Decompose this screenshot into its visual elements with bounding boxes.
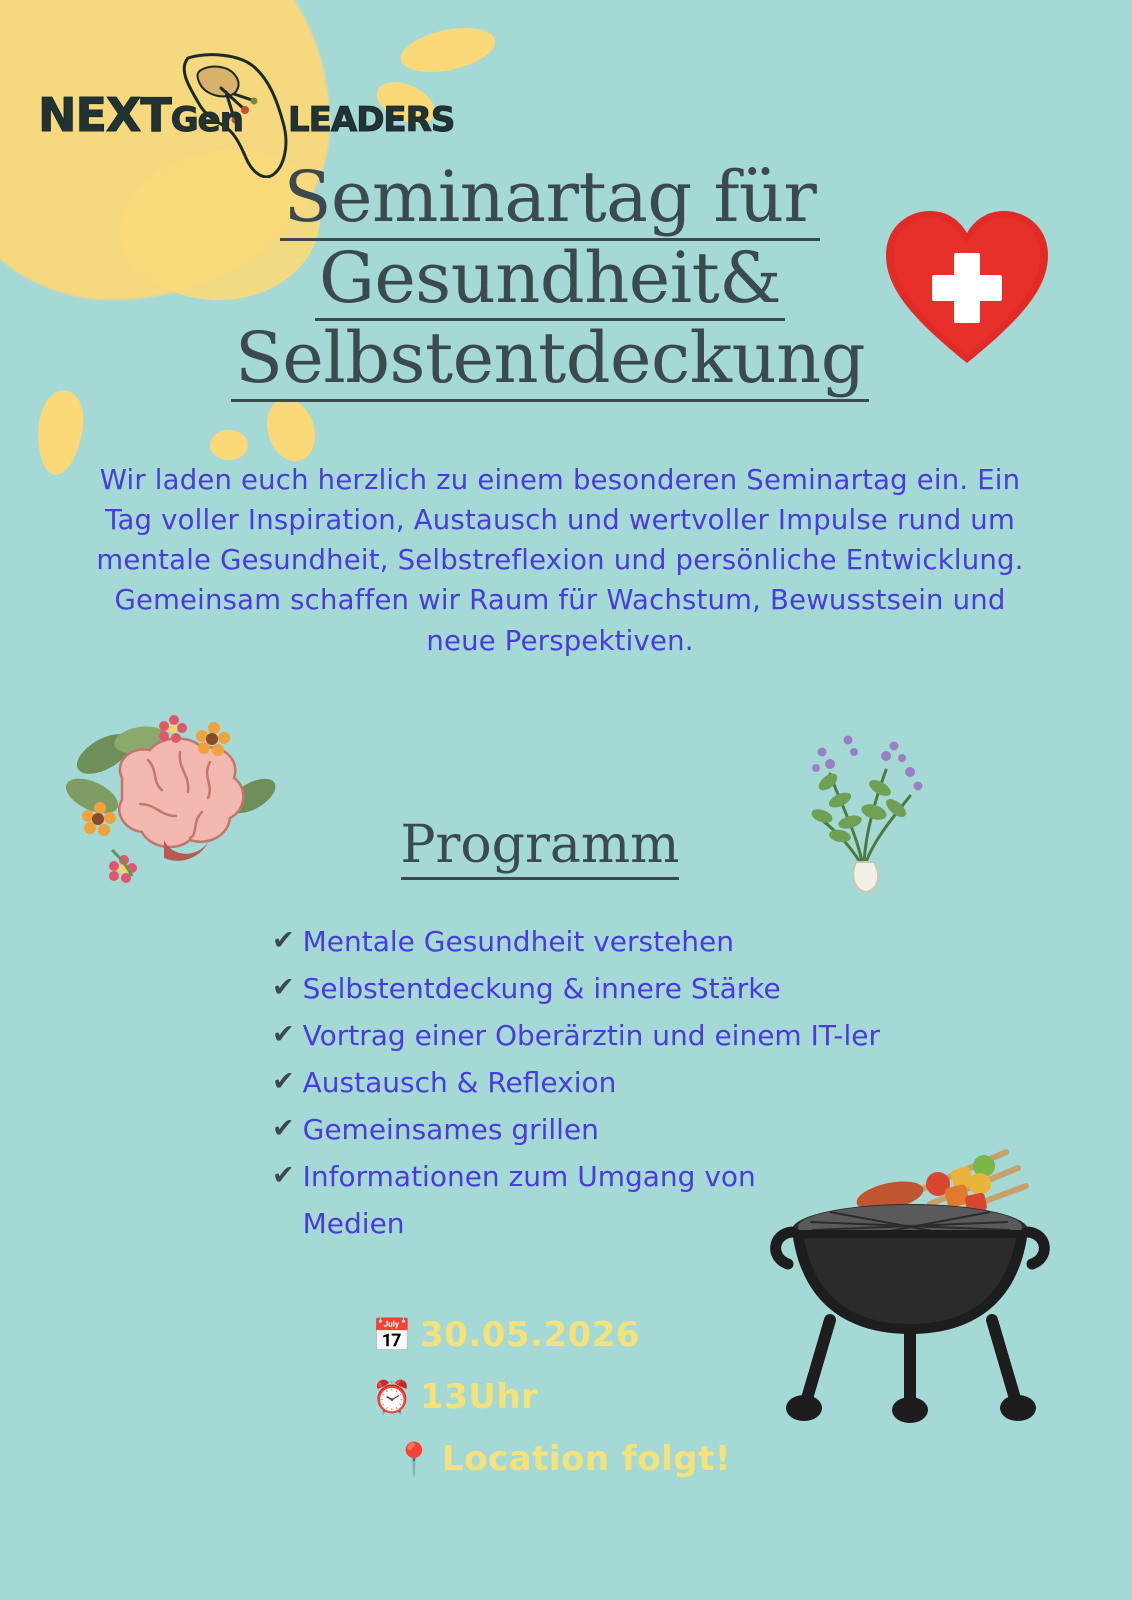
list-item-label: Austausch & Reflexion — [302, 1066, 617, 1100]
intro-paragraph: Wir laden euch herzlich zu einem besonderen Seminartag ein. Ein Tag voller Inspiration, Austausch und wertvoller Impulse rund um mentale Gesundheit, Selbstreflexion und persönliche Entwicklung. Gemeinsam schaffen wir Raum für Wachstum, Bewusstsein und neue Perspektiven. — [96, 464, 1024, 657]
list-item-label: Informationen zum Umgang von Medien — [302, 1160, 756, 1241]
detail-date-value: 30.05.2026 — [420, 1315, 641, 1355]
section-title-programm — [330, 815, 750, 875]
calendar-icon: 📅 — [372, 1316, 412, 1354]
check-icon: ✔ — [272, 1160, 295, 1192]
herb-bouquet-icon — [790, 712, 940, 897]
page-title — [180, 156, 920, 402]
list-item-label: Mentale Gesundheit verstehen — [302, 925, 735, 958]
list-item — [272, 918, 892, 965]
event-details — [372, 1315, 852, 1501]
brand-logo-text-leaders: LEADERS — [287, 100, 455, 140]
check-icon: ✔ — [272, 925, 295, 956]
check-icon: ✔ — [272, 1066, 295, 1098]
brand-logo — [38, 48, 455, 168]
list-item-label: Vortrag einer Oberärztin und einem IT-ler — [302, 1019, 881, 1053]
detail-location — [394, 1439, 852, 1479]
check-icon: ✔ — [272, 972, 295, 1004]
detail-date — [372, 1315, 852, 1355]
alarm-clock-icon: ⏰ — [372, 1378, 412, 1416]
page-title-line-3: Selbstentdeckung — [231, 321, 869, 402]
list-item — [272, 1012, 892, 1059]
list-item-label: Selbstentdeckung & innere Stärke — [302, 972, 781, 1006]
brain-with-flowers-icon — [52, 700, 302, 900]
page-title-line-1: Seminartag für — [280, 160, 821, 241]
list-item — [272, 1059, 892, 1106]
swiss-cross-heart-icon — [880, 205, 1055, 370]
section-title-programm-text: Programm — [401, 815, 680, 880]
detail-location-value: Location folgt! — [442, 1439, 731, 1479]
brand-logo-text — [38, 88, 454, 142]
brand-logo-text-gen: Gen — [170, 100, 243, 140]
map-pin-icon: 📍 — [394, 1440, 434, 1478]
list-item-label: Gemeinsames grillen — [302, 1113, 599, 1147]
detail-time-value: 13Uhr — [420, 1377, 539, 1417]
brand-logo-text-next: NEXT — [38, 88, 171, 142]
detail-time — [372, 1377, 852, 1417]
check-icon: ✔ — [272, 1019, 295, 1051]
yellow-dash-icon-e — [210, 430, 248, 460]
yellow-dash-icon-d — [259, 392, 323, 467]
list-item — [272, 965, 892, 1012]
page-title-line-2: Gesundheit& — [315, 241, 785, 322]
check-icon: ✔ — [272, 1113, 295, 1145]
